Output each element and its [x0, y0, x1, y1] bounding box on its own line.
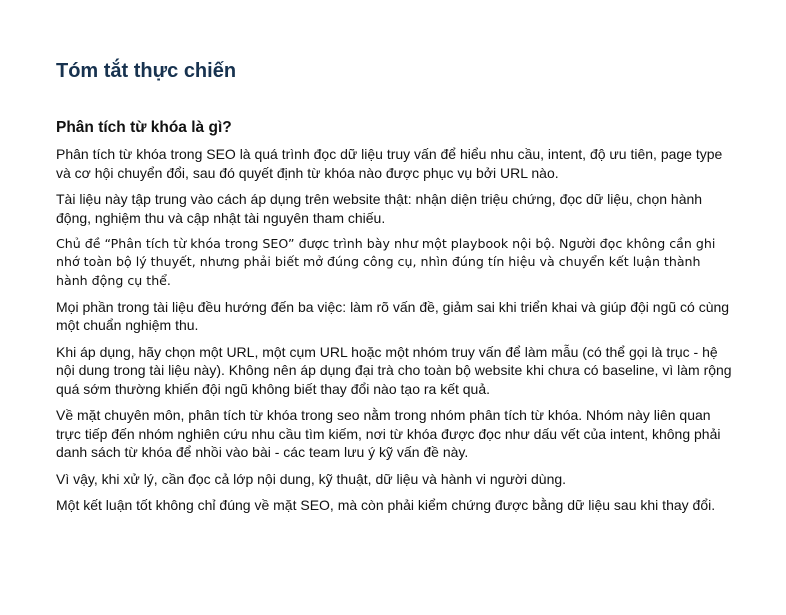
paragraph-goals: Mọi phần trong tài liệu đều hướng đến ba việc: làm rõ vấn đề, giảm sai khi triển khai và giúp đội ngũ có cùng một chuẩn nghiệm thu.	[56, 298, 730, 334]
paragraph-application: Khi áp dụng, hãy chọn một URL, một cụm URL hoặc một nhóm truy vấn để làm mẫu (có thể gọi là trục - hệ nội dung trong tài liệu này). Không nên áp dụng đại trà cho toàn bộ website khi chưa có baseline, vì làm rộng quá sớm thường khiến đội ngũ không biết thay đổi nào tạo ra kết quả.	[56, 343, 732, 397]
page-title: Tóm tắt thực chiến	[56, 60, 237, 82]
paragraph-focus: Tài liệu này tập trung vào cách áp dụng trên website thật: nhận diện triệu chứng, đọc dữ liệu, chọn hành động, nghiệm thu và cập nhật tài nguyên tham chiếu.	[56, 191, 703, 226]
document-body	[56, 58, 736, 515]
section-heading: Phân tích từ khóa là gì?	[56, 119, 232, 136]
paragraph-processing: Vì vậy, khi xử lý, cần đọc cả lớp nội dung, kỹ thuật, dữ liệu và hành vi người dùng.	[56, 470, 567, 487]
paragraph-definition: Phân tích từ khóa trong SEO là quá trình đọc dữ liệu truy vấn để hiểu nhu cầu, intent, độ ưu tiên, page type và cơ hội chuyển đổi, sau đó quyết định từ khóa nào được phục vụ bởi URL nào.	[56, 146, 723, 181]
paragraph-playbook: Chủ đề “Phân tích từ khóa trong SEO” được trình bày như một playbook nội bộ. Người đọc không cần ghi nhớ toàn bộ lý thuyết, nhưng phải biết mở đúng công cụ, nhìn đúng tín hiệu và chuyển kết luận thành hành động cụ thể.	[56, 236, 716, 288]
paragraph-expertise: Về mặt chuyên môn, phân tích từ khóa trong seo nằm trong nhóm phân tích từ khóa. Nhóm này liên quan trực tiếp đến nhóm nghiên cứu nhu cầu tìm kiếm, nơi từ khóa được đọc như dấu vết của intent, không phải danh sách từ khóa để nhồi vào bài - các team lưu ý kỹ vấn đề này.	[56, 407, 721, 461]
paragraph-conclusion: Một kết luận tốt không chỉ đúng về mặt SEO, mà còn phải kiểm chứng được bằng dữ liệu sau khi thay đổi.	[56, 497, 716, 514]
